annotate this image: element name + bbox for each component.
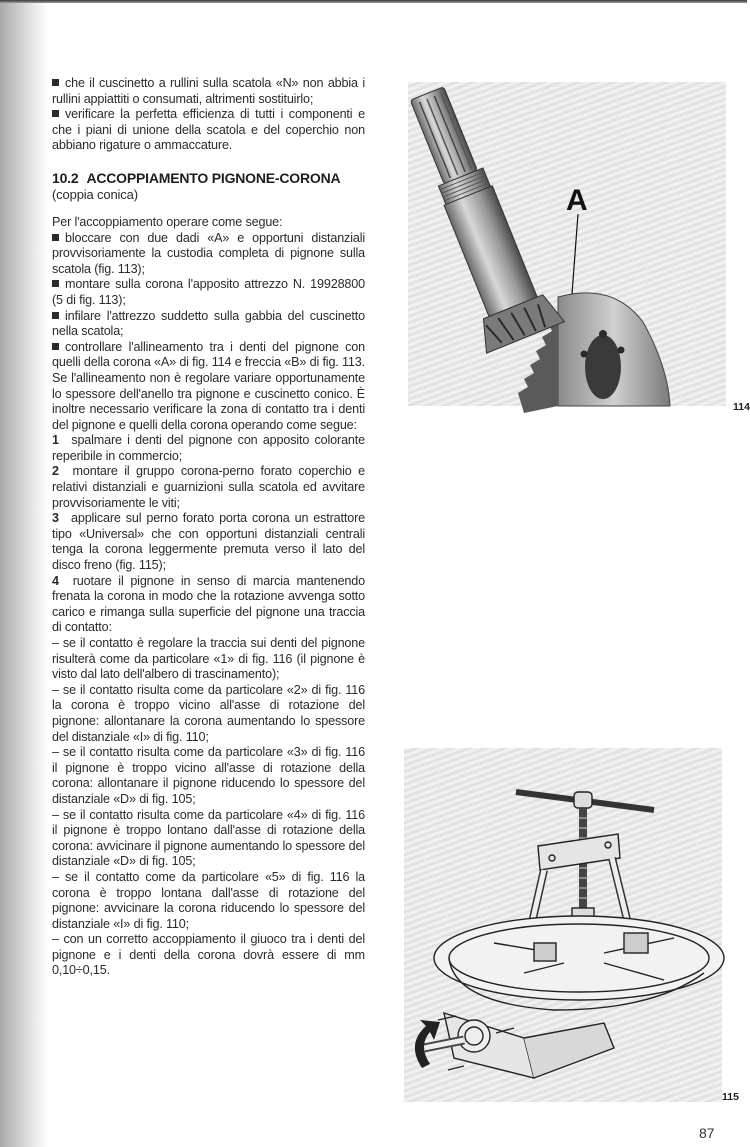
step-text: applicare sul perno forato porta corona un estrattore tipo «Universal» che con opportuni distanziali centrali tenga la corona leggermente premuta verso il lato del disco freno (fig. 115); xyxy=(52,511,365,573)
figure-115-puller-tool xyxy=(404,748,722,1102)
procedure-bullet: infilare l'attrezzo suddetto sulla gabbia del cuscinetto nella scatola; xyxy=(52,308,365,339)
step-number: 2 xyxy=(52,464,59,479)
procedure-step xyxy=(52,464,365,511)
contact-case: – se il contatto come da particolare «5» di fig. 116 la corona è troppo lontana dall'asse di rotazione del pignone: avvicinare la corona riducendo lo spessore del distanziale «I» di fig. 110; xyxy=(52,869,365,931)
section-heading xyxy=(52,170,365,187)
text-column xyxy=(52,76,365,979)
step-number: 1 xyxy=(52,433,59,448)
figure-number-115: 115 xyxy=(722,1091,739,1103)
intro-bullet: che il cuscinetto a rullini sulla scatola «N» non abbia i rullini appiattiti o consumati, altrimenti sostituirlo; xyxy=(52,76,365,106)
contact-case: – se il contatto risulta come da particolare «2» di fig. 116 la corona è troppo vicino all'asse di rotazione del pignone: allontanare la corona aumentando lo spessore del distanziale «I» di fig. 110; xyxy=(52,682,365,744)
page-top-edge xyxy=(0,0,747,3)
section-intro: Per l'accoppiamento operare come segue: xyxy=(52,214,283,229)
puller-tool-illustration xyxy=(404,748,722,1102)
callout-leader-line xyxy=(572,214,578,294)
callout-label-a: A xyxy=(566,184,588,217)
procedure-step xyxy=(52,511,365,573)
puller-assembly xyxy=(424,792,724,1078)
step-text: spalmare i denti del pignone con apposito colorante reperibile in commercio; xyxy=(52,433,365,463)
spacer xyxy=(52,154,365,170)
procedure-bullet: bloccare con due dadi «A» e opportuni distanziali provvisoriamente la custodia completa di pignone sulla scatola (fig. 113); xyxy=(52,230,365,276)
contact-case: – se il contatto risulta come da particolare «3» di fig. 116 il pignone è troppo vicino all'asse di rotazione della corona: allontanare il pignone riducendo lo spessore del distanziale «D» di fig. 105; xyxy=(52,745,365,806)
spacer xyxy=(52,202,365,215)
intro-bullet: verificare la perfetta efficienza di tutti i componenti e che i piani di unione della scatola e del coperchio non abbiano rigature o ammaccature. xyxy=(52,107,365,153)
procedure-step xyxy=(52,433,365,464)
step-number: 3 xyxy=(52,511,59,526)
procedure-step xyxy=(52,574,365,636)
binding-gutter-shadow xyxy=(0,0,48,1147)
procedure-bullet: montare sulla corona l'apposito attrezzo N. 19928800 (5 di fig. 113); xyxy=(52,277,365,307)
pinion-shaft xyxy=(388,78,564,353)
alignment-note: Se l'allineamento non è regolare variare opportunamente lo spessore dell'anello tra pignone e cuscinetto conico. È inoltre necessario verificare la zona di contatto tra i denti del pignone e quelli della corona operando come segue: xyxy=(52,370,365,432)
page-number: 87 xyxy=(699,1125,715,1141)
step-text: ruotare il pignone in senso di marcia mantenendo frenata la corona in modo che la rotazione avvenga sotto carico e rimanga sulla superficie del pignone una traccia di contatto: xyxy=(52,573,365,635)
section-number: 10.2 xyxy=(52,169,79,186)
section-subtitle: (coppia conica) xyxy=(52,186,138,202)
figure-114-pinion-crown xyxy=(408,82,726,406)
contact-case: – con un corretto accoppiamento il giuoco tra i denti del pignone e i denti della corona dovrà essere di mm 0,10÷0,15. xyxy=(52,932,365,978)
contact-case: – se il contatto risulta come da particolare «4» di fig. 116 il pignone è troppo lontano dall'asse di rotazione della corona: avvicinare il pignone aumentando lo spessore del distanziale «D» di fig. 105; xyxy=(52,807,365,869)
step-text: montare il gruppo corona-perno forato coperchio e relativi distanziali e guarnizioni sulla scatola ed avvitare provvisoriamente le viti; xyxy=(52,464,365,510)
procedure-bullet: controllare l'allineamento tra i denti del pignone con quelli della corona «A» di fig. 114 e freccia «B» di fig. 113. xyxy=(52,339,365,370)
pinion-crown-illustration xyxy=(408,82,726,406)
step-number: 4 xyxy=(52,573,59,588)
contact-case: – se il contatto è regolare la traccia sui denti del pignone risulterà come da particolare «1» di fig. 116 (il pignone è visto dal lato dell'albero di trascinamento); xyxy=(52,636,365,682)
figure-number-114: 114 xyxy=(733,401,750,413)
section-title: ACCOPPIAMENTO PIGNONE-CORONA xyxy=(86,169,341,186)
